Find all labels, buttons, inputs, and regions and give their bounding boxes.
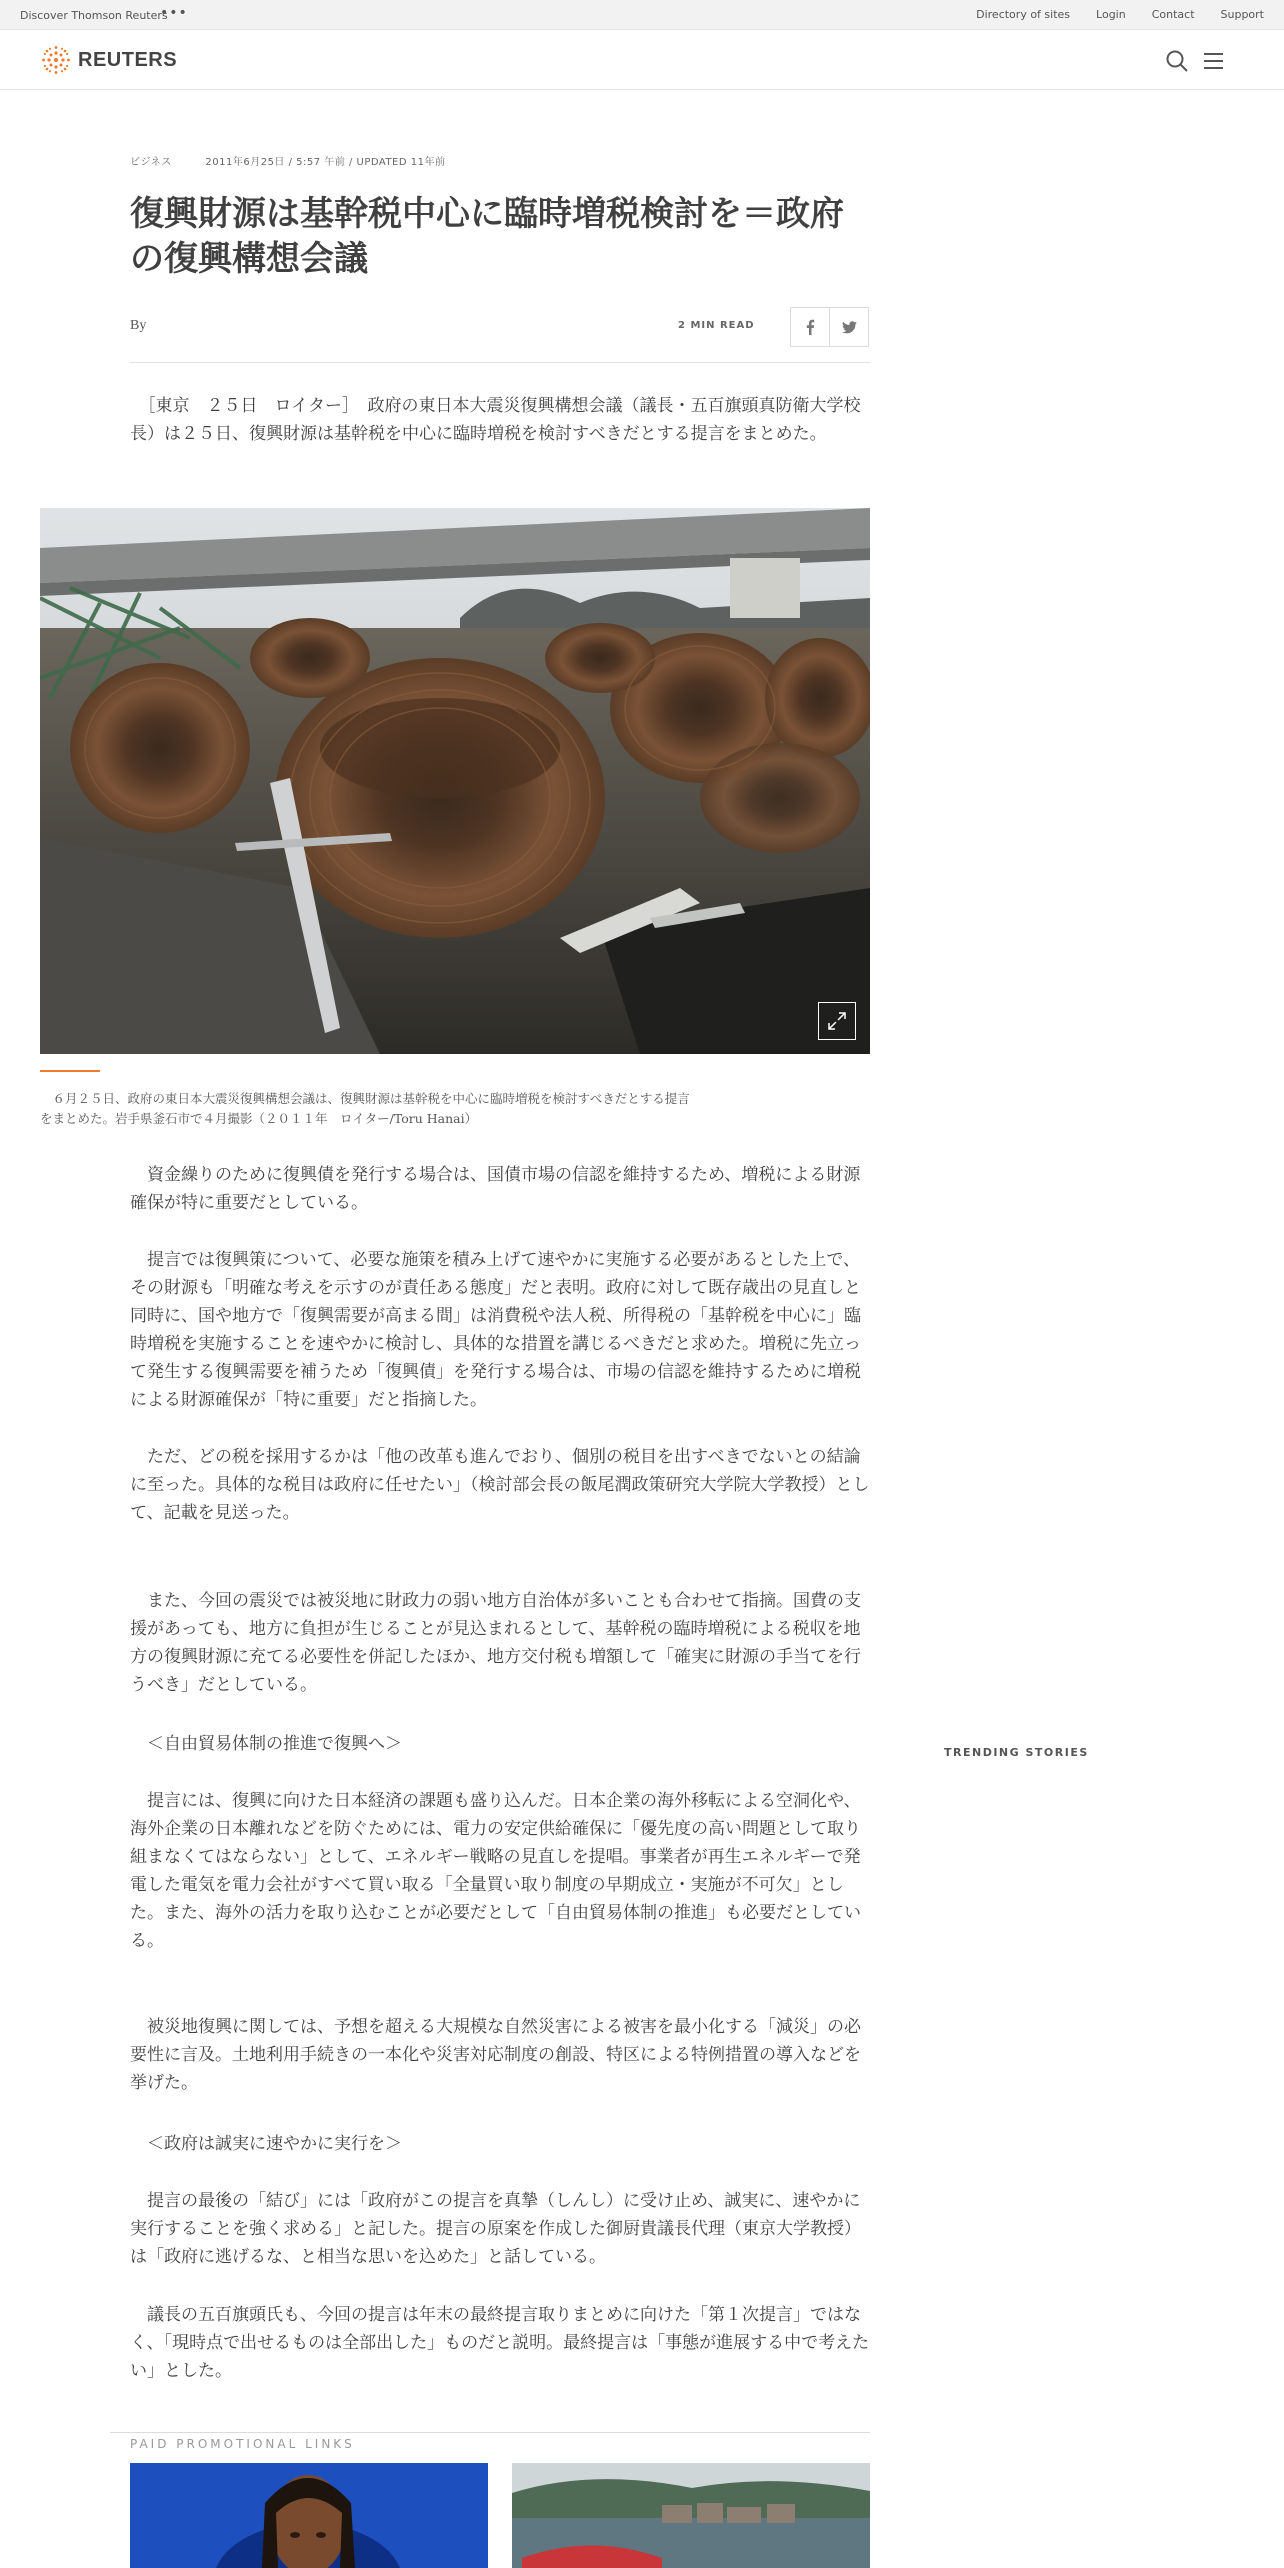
twitter-share-button[interactable] <box>829 307 869 347</box>
caption-accent-rule <box>40 1070 100 1072</box>
byline: By <box>130 318 147 333</box>
photo-caption: ６月２５日、政府の東日本大震災復興構想会議は、復興財源は基幹税を中心に臨時増税を検討すべきだとする提言をまとめた。岩手県釜石市で４月撮影（２０１１年 ロイター/Toru Hanai） <box>40 1091 690 1126</box>
menu-icon[interactable] <box>1201 48 1227 74</box>
site-header <box>0 30 1284 90</box>
facebook-share-button[interactable] <box>790 307 830 347</box>
promo-card-2[interactable] <box>512 2463 870 2568</box>
body-paragraph: 資金繰りのために復興債を発行する場合は、国債市場の信認を維持するため、増税による財源確保が特に重要だとしている。 <box>130 1165 861 1213</box>
promo-image-1 <box>130 2463 488 2568</box>
body-paragraph: 提言では復興策について、必要な施策を積み上げて速やかに実施する必要があるとした上で、その財源も「明確な考えを示すのが責任ある態度」だと表明。政府に対して既存歳出の見直しと同時に、国や地方で「復興需要が高まる間」は消費税や法人税、所得税の「基幹税を中心に」臨時増税を実施することを速やかに検討し、具体的な措置を講じるべきだと求めた。増税に先立って発生する復興需要を補うため「復興債」を発行する場合は、市場の信認を維持するために増税による財源確保が「特に重要」だと指摘した。 <box>130 1250 861 1410</box>
discover-thomson-reuters-link[interactable]: Discover Thomson Reuters <box>20 9 168 22</box>
twitter-icon <box>842 321 857 334</box>
article-date: 2011年6月25日 / 5:57 午前 / UPDATED 11年前 <box>205 157 446 168</box>
reuters-logo-mark-icon <box>40 44 72 76</box>
divider <box>130 362 870 363</box>
trending-stories-heading: TRENDING STORIES <box>944 1746 1089 1759</box>
more-sites-icon[interactable]: ••• <box>160 5 188 21</box>
subheading: ＜政府は誠実に速やかに実行を＞ <box>130 2134 402 2154</box>
expand-icon <box>828 1012 846 1030</box>
expand-photo-button[interactable] <box>818 1002 856 1040</box>
reuters-logo-text: REUTERS <box>78 48 178 71</box>
body-paragraph: 提言には、復興に向けた日本経済の課題も盛り込んだ。日本企業の海外移転による空洞化や、海外企業の日本離れなどを防ぐためには、電力の安定供給確保に「優先度の高い問題として取り組まなくてはならない」として、エネルギー戦略の見直しを提唱。事業者が再生エネルギーで発電した電気を電力会社がすべて買い取る「全量買い取り制度の早期成立・実施が不可欠」とした。また、海外の活力を取り込むことが必要だとして「自由貿易体制の推進」も必要だとしている。 <box>130 1791 861 1951</box>
section-link[interactable]: ビジネス <box>130 157 172 168</box>
read-time: 2 MIN READ <box>678 320 755 331</box>
body-paragraph: 被災地復興に関しては、予想を超える大規模な自然災害による被害を最小化する「減災」の必要性に言及。土地利用手続きの一本化や災害対応制度の創設、特区による特例措置の導入などを挙げた。 <box>130 2017 861 2093</box>
body-paragraph: また、今回の震災では被災地に財政力の弱い地方自治体が多いことも合わせて指摘。国費の支援があっても、地方に負担が生じることが見込まれるとして、基幹税の臨時増税による税収を地方の復興財源に充てる必要性を併記したほか、地方交付税も増額して「確実に財源の手当てを行うべき」だとしている。 <box>130 1591 861 1695</box>
search-icon[interactable] <box>1164 48 1190 74</box>
contact-link[interactable]: Contact <box>1151 8 1195 21</box>
promo-card-1[interactable] <box>130 2463 488 2568</box>
support-link[interactable]: Support <box>1220 8 1264 21</box>
utility-links <box>950 8 1264 21</box>
body-paragraph: 提言の最後の「結び」には「政府がこの提言を真摯（しんし）に受け止め、誠実に、速やかに実行することを強く求める」と記した。提言の原案を作成した御厨貴議長代理（東京大学教授）は「政府に逃げるな、と相当な思いを込めた」と話している。 <box>130 2191 861 2267</box>
paid-promotional-links-label: PAID PROMOTIONAL LINKS <box>130 2437 355 2451</box>
article-photo[interactable] <box>40 508 870 1054</box>
promo-image-2 <box>512 2463 870 2568</box>
top-utility-bar <box>0 0 1284 30</box>
lead-paragraph: ［東京 ２５日 ロイター］ 政府の東日本大震災復興構想会議（議長・五百旗頭真防衛大学校長）は２５日、復興財源は基幹税を中心に臨時増税を検討すべきだとする提言をまとめた。 <box>130 396 861 444</box>
facebook-icon <box>805 319 815 335</box>
article-meta <box>130 153 445 168</box>
login-link[interactable]: Login <box>1096 8 1126 21</box>
subheading: ＜自由貿易体制の推進で復興へ＞ <box>130 1734 402 1754</box>
promo-divider <box>110 2432 870 2433</box>
body-paragraph: 議長の五百旗頭氏も、今回の提言は年末の最終提言取りまとめに向けた「第１次提言」ではなく、「現時点で出せるものは全部出した」ものだと説明。最終提言は「事態が進展する中で考えたい」とした。 <box>130 2305 870 2381</box>
photo-debris-coils <box>40 508 870 1054</box>
article-title: 復興財源は基幹税中心に臨時増税検討を＝政府の復興構想会議 <box>130 194 844 279</box>
directory-of-sites-link[interactable]: Directory of sites <box>976 8 1071 21</box>
reuters-logo[interactable] <box>40 44 177 76</box>
body-paragraph: ただ、どの税を採用するかは「他の改革も進んでおり、個別の税目を出すべきでないとの結論に至った。具体的な税目は政府に任せたい」（検討部会長の飯尾潤政策研究大学院大学教授）として、記載を見送った。 <box>130 1447 870 1523</box>
